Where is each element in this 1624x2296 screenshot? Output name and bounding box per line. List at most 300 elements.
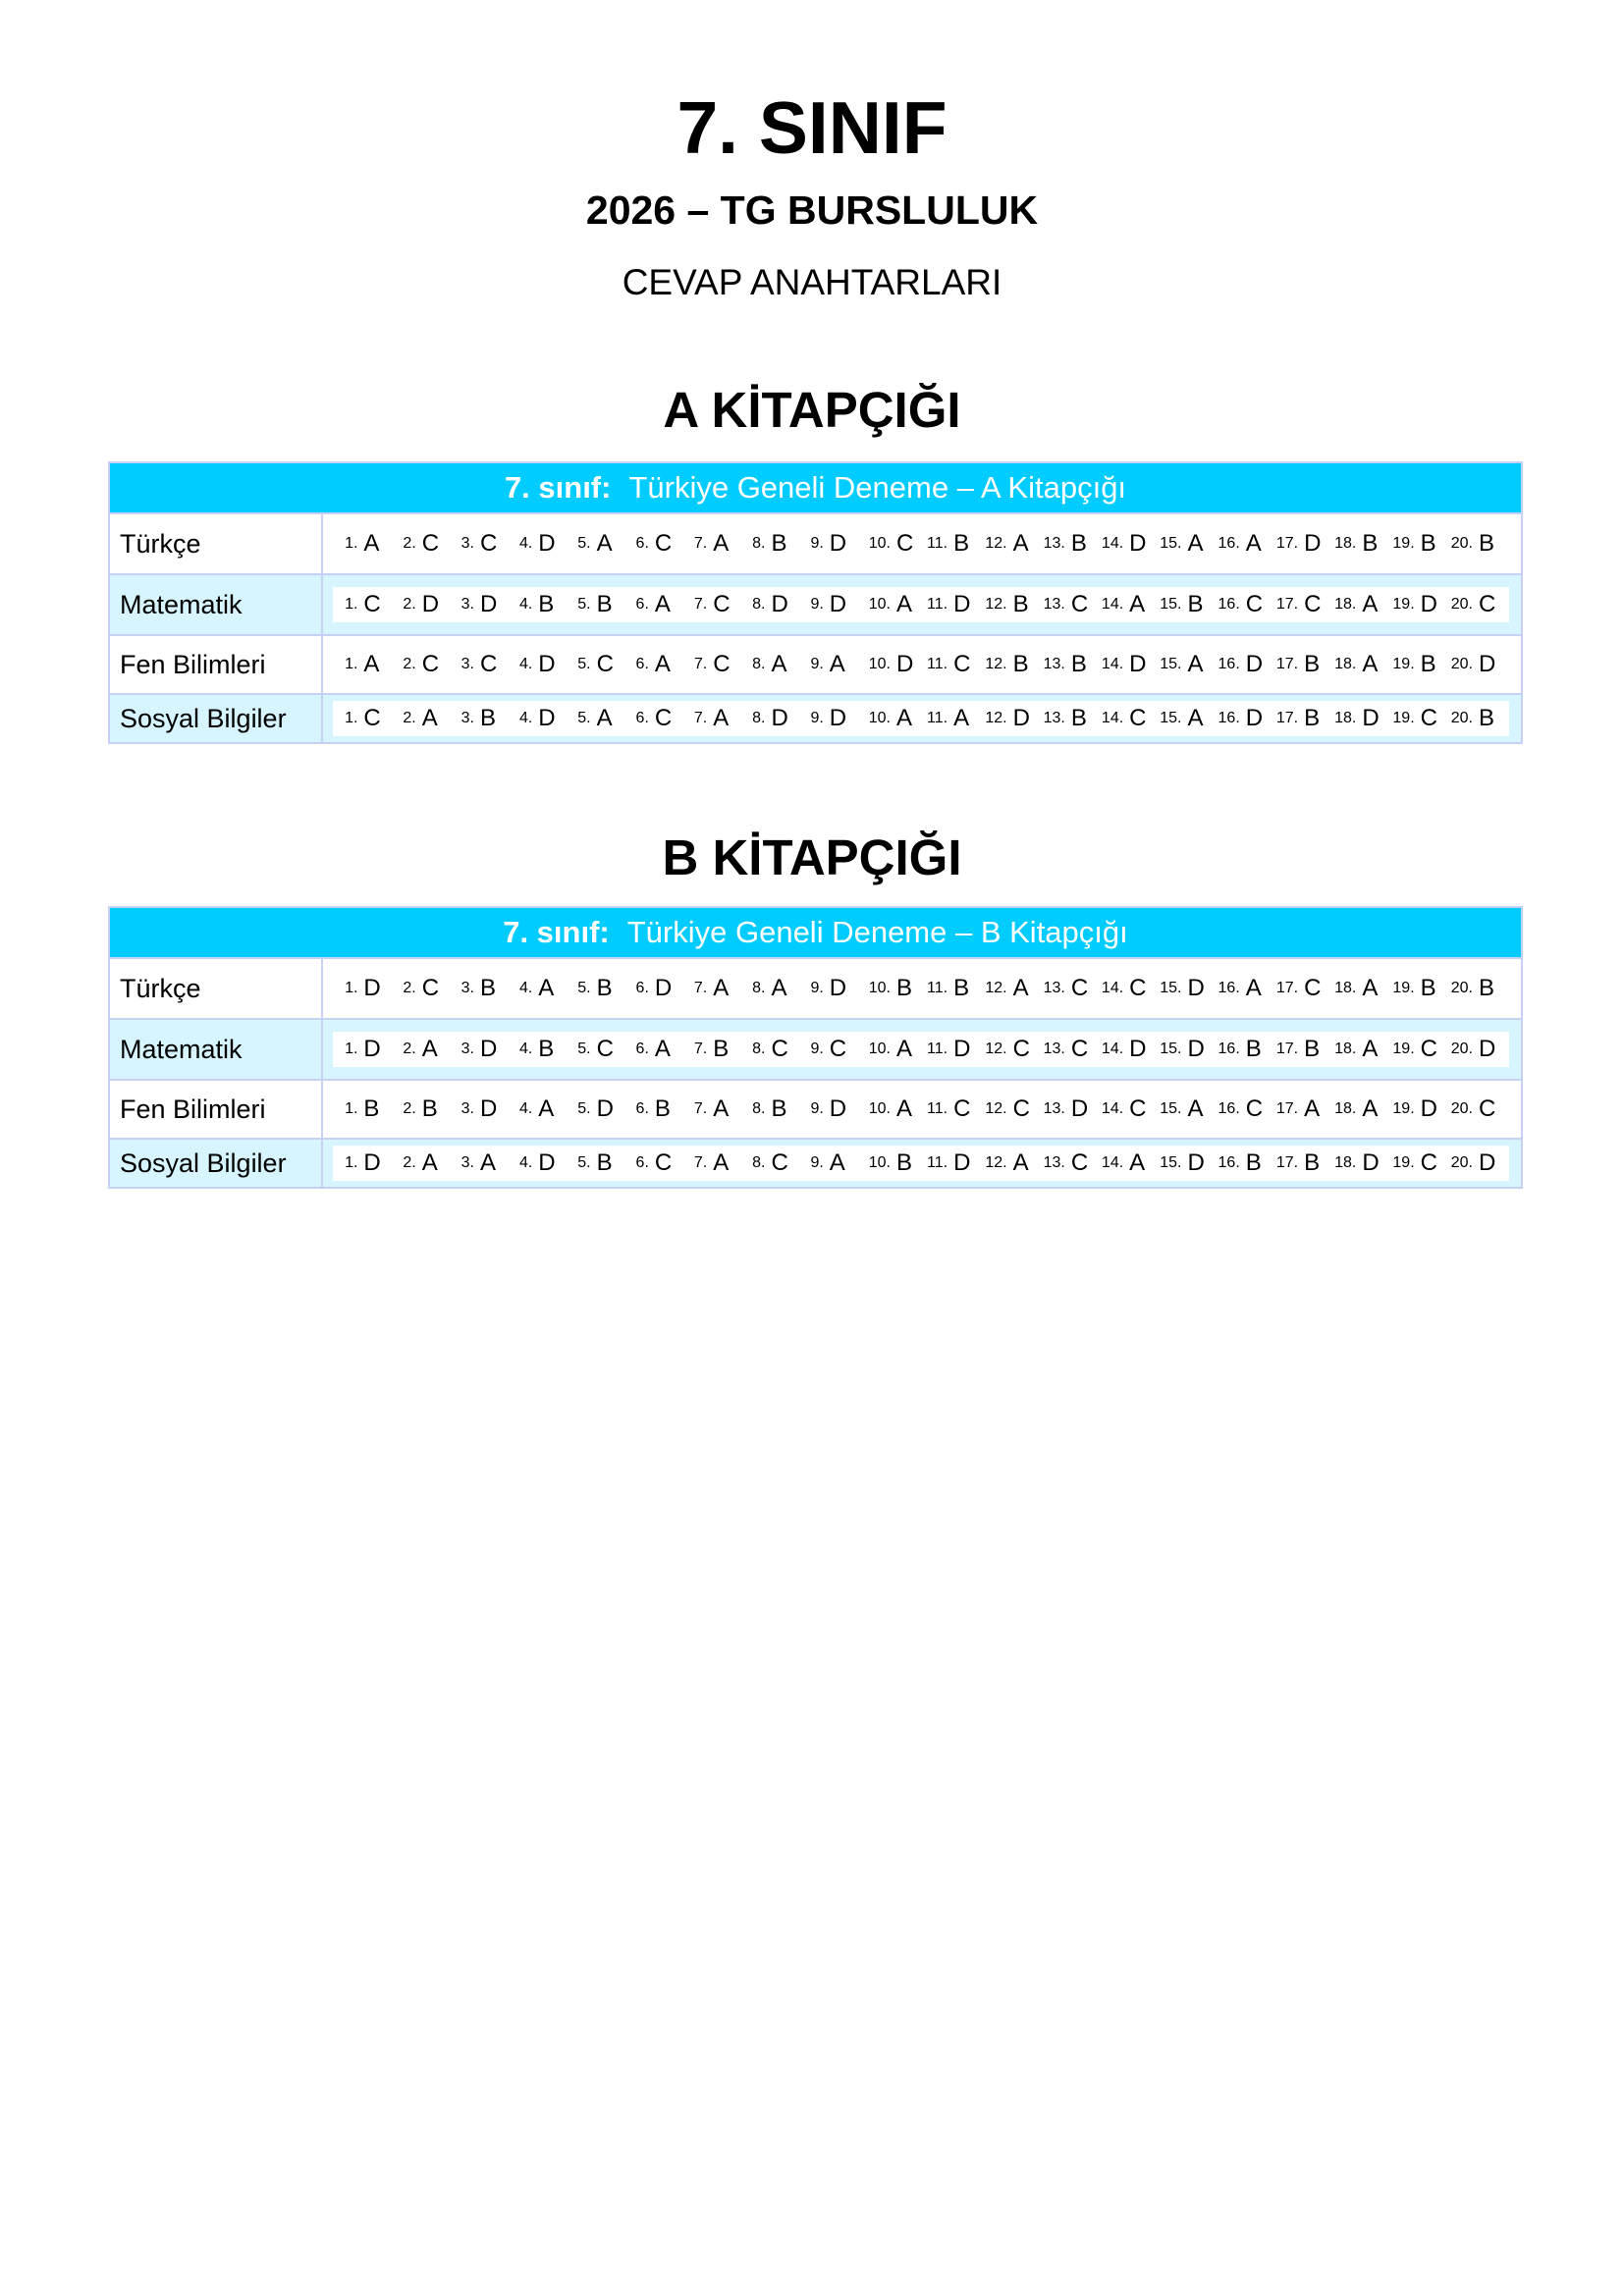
subject-name: Sosyal Bilgiler (110, 695, 323, 742)
answer-item (636, 1036, 694, 1063)
question-number: 1. (345, 656, 358, 672)
answer-letter: C (1420, 705, 1437, 731)
answer-item (927, 1095, 985, 1123)
answer-letter: A (1362, 591, 1379, 617)
question-number: 4. (518, 535, 533, 552)
subject-row (110, 1138, 1521, 1187)
answer-item (869, 975, 927, 1002)
answer-item (519, 651, 577, 678)
answer-item (1102, 705, 1160, 732)
answer-letter: D (363, 975, 381, 1001)
answer-letter: D (538, 1149, 556, 1176)
answer-item (577, 530, 635, 558)
answer-item (1334, 975, 1392, 1002)
answer-item (694, 1149, 752, 1177)
answer-letter: D (953, 1149, 971, 1176)
question-number: 6. (635, 535, 649, 552)
answer-letter: D (953, 1036, 971, 1062)
question-number: 15. (1160, 656, 1182, 672)
answer-item (1044, 975, 1102, 1002)
answer-letter: B (1420, 530, 1436, 557)
question-number: 14. (1101, 1100, 1124, 1117)
table-header-title: Türkiye Geneli Deneme – B Kitapçığı (626, 915, 1128, 949)
answer-item (403, 1149, 460, 1177)
question-number: 11. (927, 1041, 948, 1057)
answer-letter: D (1129, 1036, 1147, 1062)
answer-item (1160, 651, 1218, 678)
question-number: 13. (1043, 656, 1065, 672)
question-number: 5. (577, 535, 591, 552)
answer-letter: B (1478, 530, 1494, 557)
answer-item (1102, 591, 1160, 618)
answer-letter: D (480, 1095, 498, 1122)
question-number: 1. (345, 710, 358, 726)
answer-item (636, 651, 694, 678)
answer-letter: C (596, 1036, 614, 1062)
question-number: 17. (1275, 656, 1299, 672)
answer-letter: C (654, 530, 673, 557)
answer-item (694, 705, 752, 732)
answer-letter: D (1362, 705, 1380, 731)
answer-item (577, 1036, 635, 1063)
answer-letter: B (1478, 975, 1494, 1001)
subject-name: Sosyal Bilgiler (110, 1140, 323, 1187)
question-number: 7. (693, 980, 708, 996)
answer-item (636, 1149, 694, 1177)
answer-item (1044, 1095, 1102, 1123)
answer-letter: D (1129, 651, 1147, 677)
answer-letter: B (1478, 705, 1494, 731)
answer-item (461, 530, 519, 558)
question-number: 16. (1218, 656, 1240, 672)
question-number: 18. (1334, 1041, 1357, 1057)
question-number: 17. (1275, 596, 1299, 613)
question-number: 16. (1218, 710, 1240, 726)
subject-row (110, 957, 1521, 1018)
answer-letter: B (953, 530, 970, 557)
question-number: 2. (403, 1041, 416, 1057)
answer-item (927, 591, 985, 618)
question-number: 16. (1218, 535, 1240, 552)
answer-item (1102, 1095, 1160, 1123)
table-header-grade: 7. sınıf: (503, 915, 610, 949)
question-number: 5. (577, 1154, 591, 1171)
question-number: 5. (577, 656, 591, 672)
question-number: 14. (1101, 980, 1124, 996)
answer-letter: B (1187, 591, 1204, 617)
question-number: 17. (1275, 1154, 1299, 1171)
answer-letter: C (421, 975, 440, 1001)
answer-item (1334, 705, 1392, 732)
answer-item (869, 705, 927, 732)
answer-item (1334, 591, 1392, 618)
question-number: 8. (752, 980, 766, 996)
question-number: 15. (1160, 1154, 1182, 1171)
answer-item (1276, 1095, 1334, 1123)
answer-letter: A (829, 1149, 845, 1176)
answer-letter: D (771, 705, 788, 731)
answer-item (752, 1149, 810, 1177)
answer-letter: B (1420, 651, 1436, 677)
answer-item (1451, 530, 1509, 558)
answer-letter: C (1070, 1149, 1089, 1176)
answer-list (333, 1032, 1509, 1067)
question-number: 11. (927, 656, 948, 672)
answer-item (1276, 1149, 1334, 1177)
question-number: 1. (345, 980, 358, 996)
question-number: 14. (1101, 596, 1124, 613)
answer-list (333, 701, 1509, 736)
answer-item (636, 975, 694, 1002)
answer-item (752, 705, 810, 732)
answer-item (1102, 1149, 1160, 1177)
answer-item (810, 975, 868, 1002)
question-number: 16. (1218, 1041, 1240, 1057)
answer-letter: C (829, 1036, 847, 1062)
booklet-a-table (108, 461, 1523, 744)
table-header-title: Türkiye Geneli Deneme – A Kitapçığı (628, 470, 1127, 505)
question-number: 1. (345, 535, 358, 552)
question-number: 19. (1392, 1041, 1415, 1057)
answer-item (636, 1095, 694, 1123)
question-number: 3. (460, 1041, 474, 1057)
answer-item (810, 591, 868, 618)
answer-letter: C (363, 705, 381, 731)
answer-letter: A (713, 705, 730, 731)
question-number: 7. (693, 535, 708, 552)
answer-item (403, 705, 460, 732)
question-number: 15. (1160, 980, 1182, 996)
question-number: 3. (460, 656, 474, 672)
answer-item (1044, 651, 1102, 678)
page-subtitle: 2026 – TG BURSLULUK (585, 187, 1039, 233)
question-number: 2. (403, 596, 416, 613)
subject-row (110, 573, 1521, 634)
answer-item (636, 705, 694, 732)
answer-letter: D (1478, 1036, 1496, 1062)
answer-item (461, 651, 519, 678)
question-number: 1. (345, 1100, 358, 1117)
answer-letter: D (829, 1095, 847, 1122)
question-number: 4. (518, 1154, 533, 1171)
answer-letter: A (654, 1036, 671, 1062)
question-number: 10. (868, 1154, 891, 1171)
question-number: 11. (927, 596, 948, 613)
question-number: 5. (577, 980, 591, 996)
answer-letter: A (1012, 1149, 1029, 1176)
answer-item (403, 1095, 460, 1123)
answer-item (1218, 651, 1276, 678)
answer-letter: B (538, 1036, 555, 1062)
answer-item (1451, 705, 1509, 732)
table-header-grade: 7. sınıf: (504, 470, 612, 505)
answer-item (345, 975, 403, 1002)
answer-item (577, 1149, 635, 1177)
question-number: 14. (1101, 1041, 1124, 1057)
question-number: 9. (810, 596, 824, 613)
answer-letter: A (1012, 975, 1029, 1001)
question-number: 9. (810, 1100, 824, 1117)
answer-item (752, 1095, 810, 1123)
answer-item (869, 1095, 927, 1123)
question-number: 8. (752, 656, 766, 672)
subject-name: Matematik (110, 575, 323, 634)
answer-letter: D (895, 651, 914, 677)
answer-item (519, 1149, 577, 1177)
answer-letter: C (480, 530, 498, 557)
question-number: 12. (985, 1041, 1007, 1057)
answer-letter: B (596, 591, 613, 617)
answer-item (636, 530, 694, 558)
question-number: 5. (577, 596, 591, 613)
answer-item (577, 705, 635, 732)
answer-item (1392, 530, 1450, 558)
question-number: 15. (1160, 710, 1182, 726)
question-number: 10. (868, 1041, 891, 1057)
answer-letter: C (1478, 591, 1496, 617)
answer-item (985, 705, 1043, 732)
question-number: 18. (1334, 596, 1357, 613)
answer-letter: D (596, 1095, 614, 1122)
answer-letter: A (713, 1095, 730, 1122)
question-number: 4. (518, 656, 533, 672)
answer-letter: D (480, 591, 498, 617)
answer-item (519, 1036, 577, 1063)
answer-letter: A (895, 1036, 912, 1062)
answer-letter: D (829, 530, 847, 557)
question-number: 14. (1101, 710, 1124, 726)
question-number: 15. (1160, 1100, 1182, 1117)
question-number: 11. (927, 535, 948, 552)
answer-item (636, 591, 694, 618)
answer-item (519, 705, 577, 732)
answer-letter: A (1362, 1036, 1379, 1062)
answer-item (985, 591, 1043, 618)
answer-item (810, 530, 868, 558)
answer-letter: B (654, 1095, 671, 1122)
answer-letter: A (654, 591, 671, 617)
answer-letter: D (538, 651, 556, 677)
answer-letter: B (1245, 1149, 1262, 1176)
answer-item (985, 1149, 1043, 1177)
answer-item (345, 651, 403, 678)
question-number: 10. (868, 980, 891, 996)
answer-letter: B (1420, 975, 1436, 1001)
question-number: 18. (1334, 535, 1357, 552)
answer-letter: C (895, 530, 914, 557)
question-number: 9. (810, 980, 824, 996)
answer-item (1102, 1036, 1160, 1063)
answer-letter: B (1304, 705, 1321, 731)
answer-letter: A (363, 530, 380, 557)
table-header (110, 908, 1521, 957)
answer-item (1334, 651, 1392, 678)
question-number: 13. (1043, 980, 1065, 996)
answer-letter: A (1187, 1095, 1204, 1122)
answer-letter: A (1245, 530, 1262, 557)
answer-item (1044, 705, 1102, 732)
question-number: 8. (752, 1154, 766, 1171)
question-number: 9. (810, 535, 824, 552)
answer-letter: C (480, 651, 498, 677)
answer-item (869, 1036, 927, 1063)
answer-item (1102, 651, 1160, 678)
question-number: 3. (460, 596, 474, 613)
answer-letter: A (421, 1149, 438, 1176)
question-number: 19. (1392, 656, 1415, 672)
answer-item (519, 530, 577, 558)
answer-item (1160, 1036, 1218, 1063)
question-number: 6. (635, 1100, 649, 1117)
question-number: 4. (518, 710, 533, 726)
answer-item (1044, 1149, 1102, 1177)
question-number: 20. (1450, 656, 1473, 672)
answer-letter: D (538, 530, 556, 557)
answer-item (1218, 1149, 1276, 1177)
question-number: 12. (985, 535, 1007, 552)
answer-item (869, 1149, 927, 1177)
answer-item (1451, 1036, 1509, 1063)
question-number: 1. (345, 1041, 358, 1057)
answer-letter: D (1245, 705, 1264, 731)
answer-item (461, 1036, 519, 1063)
answer-letter: C (1129, 1095, 1147, 1122)
answer-letter: C (1012, 1095, 1030, 1122)
question-number: 4. (518, 596, 533, 613)
page-caption: CEVAP ANAHTARLARI (622, 262, 1002, 302)
answer-letter: C (1304, 975, 1322, 1001)
question-number: 6. (635, 596, 649, 613)
answer-letter: C (596, 651, 614, 677)
question-number: 12. (985, 1100, 1007, 1117)
answer-item (577, 1095, 635, 1123)
answer-item (1044, 591, 1102, 618)
answer-letter: D (1129, 530, 1147, 557)
answer-item (985, 1036, 1043, 1063)
answer-letter: B (953, 975, 970, 1001)
question-number: 11. (927, 980, 948, 996)
answer-item (519, 1095, 577, 1123)
answer-letter: A (1362, 975, 1379, 1001)
answer-letter: B (480, 705, 497, 731)
answer-list (333, 1146, 1509, 1181)
answer-item (1276, 975, 1334, 1002)
question-number: 8. (752, 1100, 766, 1117)
question-number: 9. (810, 656, 824, 672)
answer-item (810, 705, 868, 732)
answer-item (927, 1149, 985, 1177)
answer-letter: B (771, 530, 787, 557)
answer-letter: B (596, 1149, 613, 1176)
question-number: 14. (1101, 1154, 1124, 1171)
question-number: 9. (810, 1154, 824, 1171)
question-number: 13. (1043, 1100, 1065, 1117)
answer-item (1218, 975, 1276, 1002)
answer-letter: D (829, 591, 847, 617)
answer-item (927, 975, 985, 1002)
question-number: 19. (1392, 596, 1415, 613)
answer-item (694, 975, 752, 1002)
answer-item (461, 591, 519, 618)
answer-item (1392, 705, 1450, 732)
answer-letter: C (1129, 975, 1147, 1001)
booklet-a-heading: A KİTAPÇIĞI (663, 382, 961, 438)
question-number: 3. (460, 710, 474, 726)
answer-item (345, 530, 403, 558)
question-number: 19. (1392, 710, 1415, 726)
answer-letter: A (654, 651, 671, 677)
answer-letter: D (1478, 651, 1496, 677)
question-number: 19. (1392, 535, 1415, 552)
answer-letter: D (1478, 1149, 1496, 1176)
answer-item (1218, 530, 1276, 558)
question-number: 20. (1450, 1041, 1473, 1057)
subject-row (110, 1018, 1521, 1079)
answer-letter: C (771, 1149, 788, 1176)
booklet-b-heading: B KİTAPÇIĞI (662, 829, 962, 885)
question-number: 18. (1334, 1100, 1357, 1117)
answer-item (694, 1036, 752, 1063)
question-number: 3. (460, 535, 474, 552)
answer-item (1102, 530, 1160, 558)
answer-letter: C (421, 651, 440, 677)
answer-item (1392, 651, 1450, 678)
question-number: 2. (403, 980, 416, 996)
answer-letter: A (771, 651, 787, 677)
answer-item (810, 1036, 868, 1063)
answer-item (1218, 1036, 1276, 1063)
answer-letter: D (829, 705, 847, 731)
answer-item (1218, 1095, 1276, 1123)
answer-item (1334, 530, 1392, 558)
answer-letter: B (771, 1095, 787, 1122)
answer-letter: D (1420, 1095, 1437, 1122)
answer-letter: D (829, 975, 847, 1001)
answer-letter: D (1070, 1095, 1089, 1122)
question-number: 13. (1043, 1154, 1065, 1171)
answer-item (694, 591, 752, 618)
answer-item (1160, 705, 1218, 732)
subject-name: Matematik (110, 1020, 323, 1079)
answer-item (810, 1149, 868, 1177)
question-number: 2. (403, 656, 416, 672)
answer-item (985, 1095, 1043, 1123)
question-number: 13. (1043, 535, 1065, 552)
answer-letter: B (1012, 651, 1029, 677)
question-number: 3. (460, 980, 474, 996)
answer-letter: A (1012, 530, 1029, 557)
answer-item (1334, 1095, 1392, 1123)
question-number: 10. (868, 596, 891, 613)
answer-letter: A (953, 705, 970, 731)
question-number: 14. (1101, 656, 1124, 672)
answer-list (333, 587, 1509, 622)
question-number: 1. (345, 1154, 358, 1171)
answer-letter: A (1187, 651, 1204, 677)
answer-item (694, 1095, 752, 1123)
question-number: 19. (1392, 1100, 1415, 1117)
answer-item (577, 591, 635, 618)
answer-letter: D (363, 1036, 381, 1062)
question-number: 20. (1450, 596, 1473, 613)
answer-letter: B (1304, 1036, 1321, 1062)
answer-list (333, 1092, 1509, 1127)
question-number: 10. (868, 535, 891, 552)
answer-letter: B (1245, 1036, 1262, 1062)
question-number: 11. (927, 1100, 948, 1117)
answer-item (752, 651, 810, 678)
answer-letter: D (953, 591, 971, 617)
